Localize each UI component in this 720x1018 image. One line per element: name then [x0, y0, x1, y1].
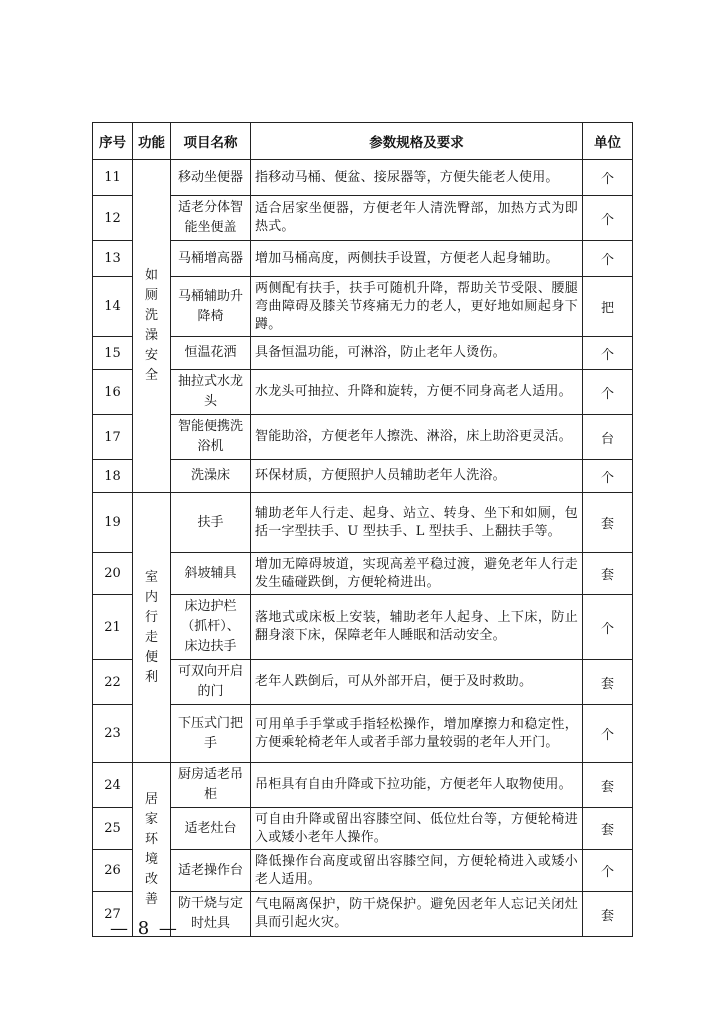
row-number: 15	[93, 337, 133, 370]
table-row	[93, 277, 633, 337]
page-number: — 8 —	[110, 918, 179, 939]
item-spec: 可自由升降或留出容膝空间、低位灶台等，方便轮椅进入或矮小老年人操作。	[251, 808, 583, 850]
item-unit: 个	[583, 850, 633, 892]
table-row	[93, 241, 633, 277]
row-number: 22	[93, 660, 133, 705]
row-number: 17	[93, 415, 133, 460]
item-spec: 增加马桶高度，两侧扶手设置，方便老人起身辅助。	[251, 241, 583, 277]
header-spec: 参数规格及要求	[251, 123, 583, 160]
item-spec: 指移动马桶、便盆、接尿器等，方便失能老人使用。	[251, 160, 583, 196]
item-name: 适老分体智能坐便盖	[171, 196, 251, 241]
row-number: 25	[93, 808, 133, 850]
item-unit: 个	[583, 337, 633, 370]
item-unit: 个	[583, 241, 633, 277]
item-unit: 个	[583, 370, 633, 415]
category-home-environment: 居家环境改善	[133, 763, 171, 937]
item-unit: 套	[583, 892, 633, 937]
item-unit: 个	[583, 705, 633, 763]
header-unit: 单位	[583, 123, 633, 160]
item-name: 移动坐便器	[171, 160, 251, 196]
item-name: 适老操作台	[171, 850, 251, 892]
item-unit: 套	[583, 808, 633, 850]
table-row	[93, 808, 633, 850]
item-name: 智能便携洗浴机	[171, 415, 251, 460]
item-name: 恒温花洒	[171, 337, 251, 370]
table-row	[93, 415, 633, 460]
item-spec: 水龙头可抽拉、升降和旋转，方便不同身高老人适用。	[251, 370, 583, 415]
item-spec: 降低操作台高度或留出容膝空间，方便轮椅进入或矮小老人适用。	[251, 850, 583, 892]
specification-table	[92, 122, 633, 937]
item-spec: 适合居家坐便器，方便老年人清洗臀部，加热方式为即热式。	[251, 196, 583, 241]
header-item-name: 项目名称	[171, 123, 251, 160]
item-name: 抽拉式水龙头	[171, 370, 251, 415]
item-spec: 气电隔离保护，防干烧保护。避免因老年人忘记关闭灶具而引起火灾。	[251, 892, 583, 937]
item-spec: 增加无障碍坡道，实现高差平稳过渡，避免老年人行走发生磕碰跌倒，方便轮椅进出。	[251, 553, 583, 595]
header-no: 序号	[93, 123, 133, 160]
item-spec: 环保材质，方便照护人员辅助老年人洗浴。	[251, 460, 583, 493]
table-row	[93, 595, 633, 660]
table-row	[93, 660, 633, 705]
row-number: 11	[93, 160, 133, 196]
item-name: 马桶增高器	[171, 241, 251, 277]
table-row	[93, 850, 633, 892]
category-bath-safety: 如厕洗澡安全	[133, 160, 171, 493]
row-number: 27	[93, 892, 133, 937]
item-name: 可双向开启的门	[171, 660, 251, 705]
row-number: 23	[93, 705, 133, 763]
table-row	[93, 553, 633, 595]
row-number: 20	[93, 553, 133, 595]
item-unit: 套	[583, 493, 633, 553]
item-spec: 辅助老年人行走、起身、站立、转身、坐下和如厕，包括一字型扶手、U 型扶手、L 型扶手、上翻扶手等。	[251, 493, 583, 553]
table-header-row	[93, 123, 633, 160]
item-unit: 个	[583, 160, 633, 196]
item-spec: 两侧配有扶手，扶手可随机升降，帮助关节受限、腰腿弯曲障碍及膝关节疼痛无力的老人，更好地如厕起身下蹲。	[251, 277, 583, 337]
row-number: 24	[93, 763, 133, 808]
item-name: 床边护栏（抓杆）、床边扶手	[171, 595, 251, 660]
row-number: 19	[93, 493, 133, 553]
row-number: 13	[93, 241, 133, 277]
item-unit: 个	[583, 595, 633, 660]
item-name: 马桶辅助升降椅	[171, 277, 251, 337]
row-number: 14	[93, 277, 133, 337]
item-unit: 套	[583, 660, 633, 705]
table-row	[93, 493, 633, 553]
item-unit: 个	[583, 196, 633, 241]
row-number: 21	[93, 595, 133, 660]
item-unit: 个	[583, 460, 633, 493]
table-row	[93, 196, 633, 241]
row-number: 18	[93, 460, 133, 493]
header-function: 功能	[133, 123, 171, 160]
row-number: 26	[93, 850, 133, 892]
table-row	[93, 460, 633, 493]
row-number: 12	[93, 196, 133, 241]
item-unit: 台	[583, 415, 633, 460]
item-name: 斜坡辅具	[171, 553, 251, 595]
item-unit: 套	[583, 763, 633, 808]
item-name: 防干烧与定时灶具	[171, 892, 251, 937]
table-row	[93, 705, 633, 763]
item-name: 下压式门把手	[171, 705, 251, 763]
item-name: 适老灶台	[171, 808, 251, 850]
item-unit: 把	[583, 277, 633, 337]
table-row	[93, 370, 633, 415]
item-name: 厨房适老吊柜	[171, 763, 251, 808]
item-unit: 套	[583, 553, 633, 595]
table-row	[93, 763, 633, 808]
table-row	[93, 160, 633, 196]
item-name: 扶手	[171, 493, 251, 553]
item-name: 洗澡床	[171, 460, 251, 493]
item-spec: 吊柜具有自由升降或下拉功能，方便老年人取物使用。	[251, 763, 583, 808]
category-indoor-walking: 室内行走便利	[133, 493, 171, 763]
table-row	[93, 337, 633, 370]
row-number: 16	[93, 370, 133, 415]
item-spec: 老年人跌倒后，可从外部开启，便于及时救助。	[251, 660, 583, 705]
item-spec: 落地式或床板上安装，辅助老年人起身、上下床，防止翻身滚下床，保障老年人睡眠和活动安全。	[251, 595, 583, 660]
item-spec: 可用单手手掌或手指轻松操作，增加摩擦力和稳定性，方便乘轮椅老年人或者手部力量较弱的老年人开门。	[251, 705, 583, 763]
item-spec: 具备恒温功能，可淋浴，防止老年人烫伤。	[251, 337, 583, 370]
item-spec: 智能助浴，方便老年人擦洗、淋浴，床上助浴更灵活。	[251, 415, 583, 460]
